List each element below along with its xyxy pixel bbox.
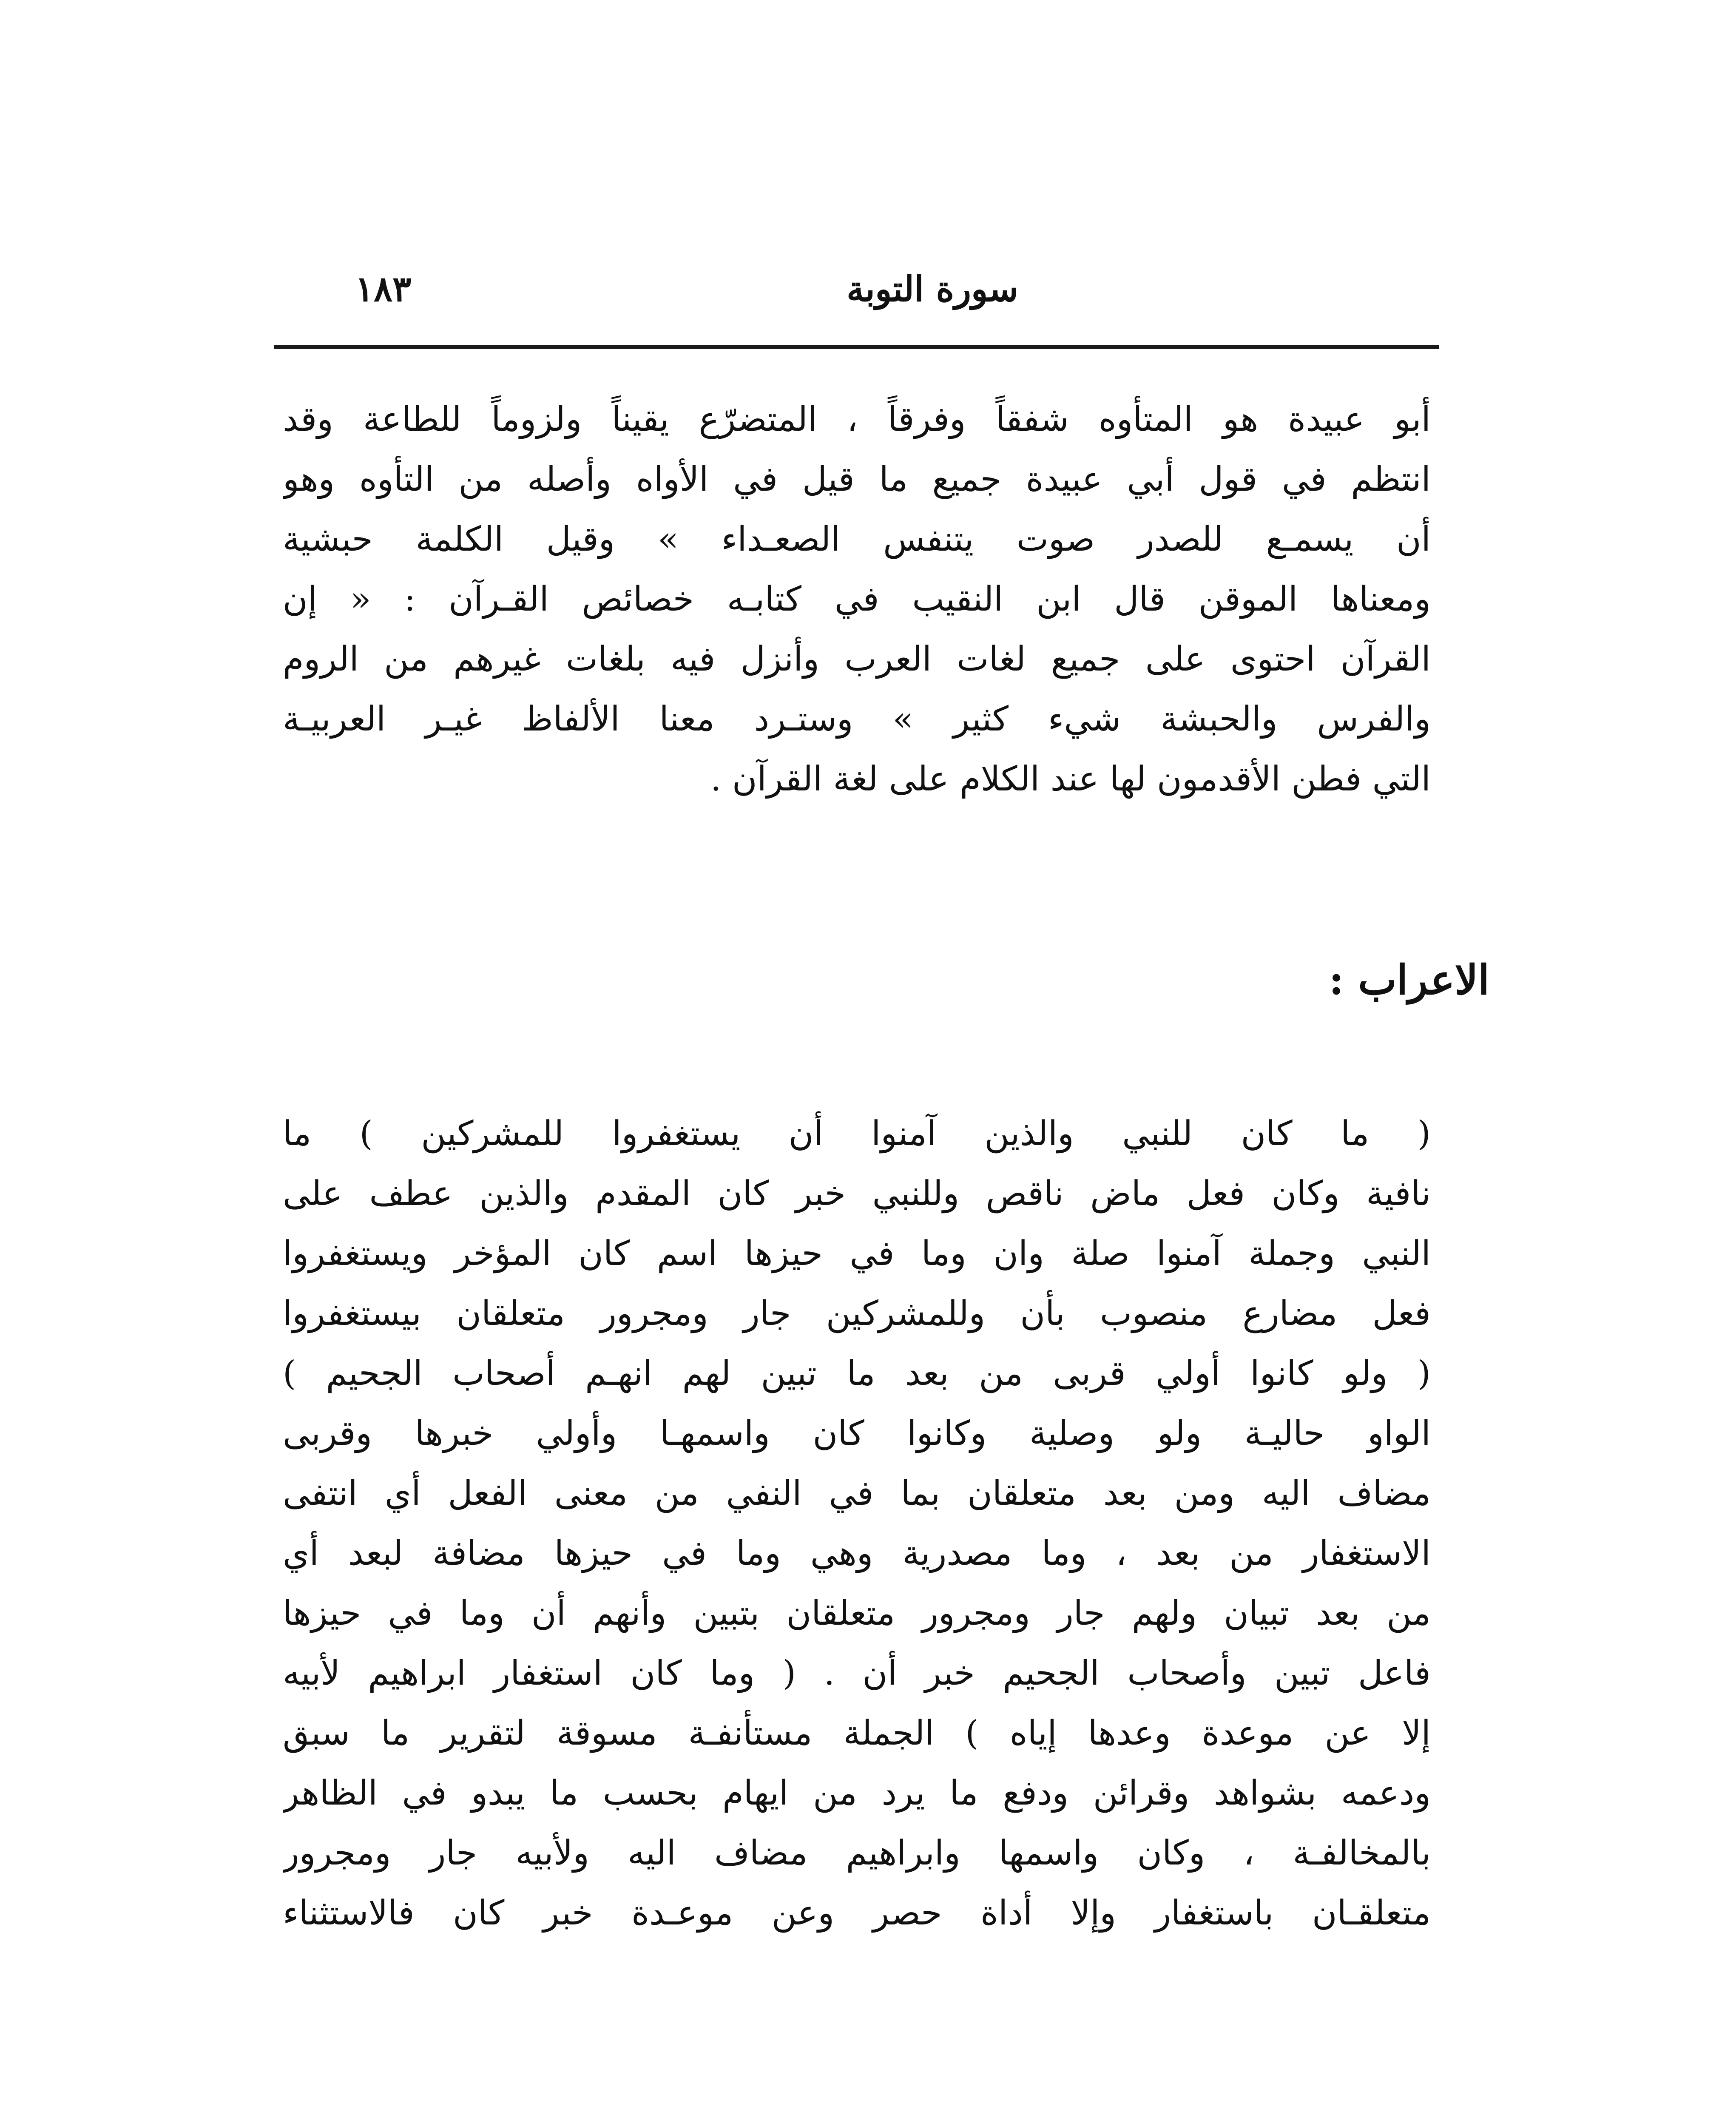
text-line: نافية وكان فعل ماض ناقص وللنبي خبر كان المقدم والذين عطف على bbox=[283, 1174, 1431, 1213]
text-line: مضاف اليه ومن بعد متعلقان بما في النفي من معنى الفعل أي انتفى bbox=[283, 1473, 1431, 1513]
text-line: الاستغفار من بعد ، وما مصدرية وهي وما في حيزها مضافة لبعد أي bbox=[283, 1533, 1431, 1573]
text-line: النبي وجملة آمنوا صلة وان وما في حيزها اسم كان المؤخر ويستغفروا bbox=[283, 1234, 1431, 1273]
text-line: القرآن احتوى على جميع لغات العرب وأنزل فيه بلغات غيرهم من الروم bbox=[283, 639, 1431, 679]
text-line: والفرس والحبشة شيء كثير » وستـرد معنا الألفاظ غيـر العربيـة bbox=[283, 699, 1431, 739]
commentary-paragraph bbox=[283, 389, 1431, 809]
page-header bbox=[274, 255, 1439, 327]
text-line: فعل مضارع منصوب بأن وللمشركين جار ومجرور متعلقان بيستغفروا bbox=[283, 1293, 1431, 1333]
text-line: ومعناها الموقن قال ابن النقيب في كتابـه خصائص القـرآن : « إن bbox=[283, 579, 1431, 619]
text-line: أن يسمـع للصدر صوت يتنفس الصعـداء » وقيل الكلمة حبشية bbox=[283, 519, 1431, 559]
text-line: من بعد تبيان ولهم جار ومجرور متعلقان بتبين وأنهم أن وما في حيزها bbox=[283, 1593, 1431, 1633]
text-line: بالمخالفـة ، وكان واسمها وابراهيم مضاف اليه ولأبيه جار ومجرور bbox=[283, 1833, 1431, 1873]
section-heading: الاعراب : bbox=[1329, 956, 1489, 1004]
text-line: التي فطن الأقدمون لها عند الكلام على لغة القرآن . bbox=[710, 759, 1431, 799]
text-line: فاعل تبين وأصحاب الجحيم خبر أن . ( وما كان استغفار ابراهيم لأبيه bbox=[283, 1653, 1431, 1693]
text-line: أبو عبيدة هو المتأوه شفقاً وفرقاً ، المتضرّع يقيناً ولزوماً للطاعة وقد bbox=[283, 399, 1431, 439]
surah-title: سورة التوبة bbox=[847, 269, 1018, 310]
text-line: ( ما كان للنبي والذين آمنوا أن يستغفروا للمشركين ) ما bbox=[283, 1114, 1431, 1153]
text-line: متعلقـان باستغفار وإلا أداة حصر وعن موعـدة خبر كان فالاستثناء bbox=[283, 1893, 1431, 1933]
header-divider bbox=[274, 345, 1439, 349]
text-line: انتظم في قول أبي عبيدة جميع ما قيل في الأواه وأصله من التأوه وهو bbox=[283, 459, 1431, 499]
grammar-paragraph bbox=[283, 1103, 1431, 1943]
text-line: ودعمه بشواهد وقرائن ودفع ما يرد من ايهام بحسب ما يبدو في الظاهر bbox=[283, 1773, 1431, 1813]
text-line: الواو حاليـة ولو وصلية وكانوا كان واسمهـا وأولي خبرها وقربى bbox=[283, 1413, 1431, 1453]
text-line: ( ولو كانوا أولي قربى من بعد ما تبين لهم انهـم أصحاب الجحيم ) bbox=[283, 1353, 1431, 1393]
text-line: إلا عن موعدة وعدها إياه ) الجملة مستأنفـة مسوقة لتقرير ما سبق bbox=[283, 1713, 1431, 1753]
page-number: ١٨٣ bbox=[355, 269, 412, 310]
